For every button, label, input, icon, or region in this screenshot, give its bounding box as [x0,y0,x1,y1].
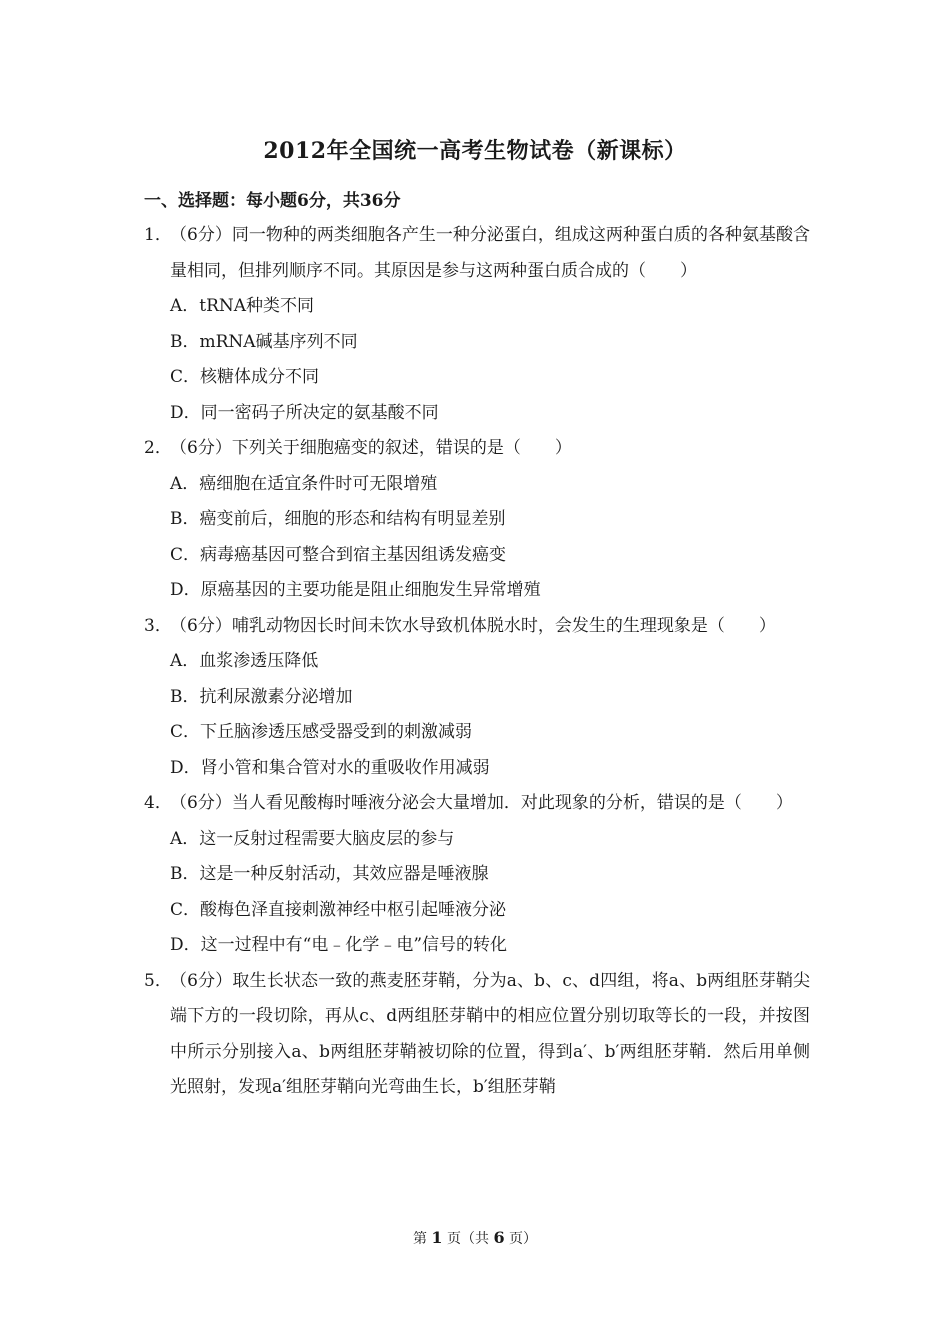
option-c: C．酸梅色泽直接刺激神经中枢引起唾液分泌 [170,899,507,920]
question-number: 3． [144,615,172,636]
footer-prefix: 第 [412,1231,427,1247]
question-text: （6分）下列关于细胞癌变的叙述，错误的是（ ） [170,438,572,458]
option-a: A．这一反射过程需要大脑皮层的参与 [170,828,455,849]
option-b: B．这是一种反射活动，其效应器是唾液腺 [170,864,489,884]
question-1 [144,218,810,431]
option-d: D．肾小管和集合管对水的重吸收作用减弱 [170,757,490,778]
question-number: 4． [144,793,172,813]
option-b: B．抗利尿激素分泌增加 [170,686,353,707]
section-heading: 一、选择题：每小题6分，共36分 [144,191,401,211]
footer-suffix: 页） [509,1231,538,1247]
question-text: （6分）取生长状态一致的燕麦胚芽鞘，分为a、b、c、d四组，将a、b两组胚芽鞘尖端下方的一段切除，再从c、d两组胚芽鞘中的相应位置分别切取等长的一段，并按图中所示分别接入a、b两组胚芽鞘被切除的位置，得到a′、b′两组胚芽鞘．然后用单侧光照射，发现a′组胚芽鞘向光弯曲生长，b′组胚芽鞘 [170,970,810,1097]
option-b: B．mRNA碱基序列不同 [170,331,358,352]
question-2 [144,431,810,609]
question-number: 1． [144,225,172,245]
option-c: C．核糖体成分不同 [170,367,320,387]
option-a: A．tRNA种类不同 [170,296,315,316]
option-a: A．血浆渗透压降低 [170,651,319,671]
question-list [144,218,810,1106]
option-c: C．下丘脑渗透压感受器受到的刺激减弱 [170,722,473,742]
question-text: （6分）当人看见酸梅时唾液分泌会大量增加．对此现象的分析，错误的是（ ） [170,793,793,813]
question-text: （6分）同一物种的两类细胞各产生一种分泌蛋白，组成这两种蛋白质的各种氨基酸含量相同，但排列顺序不同。其原因是参与这两种蛋白质合成的（ ） [170,225,810,281]
option-d: D．这一过程中有“电﹣化学﹣电”信号的转化 [170,935,508,955]
page-title: 2012年全国统一高考生物试卷（新课标） [263,138,687,164]
question-number: 2． [144,438,172,458]
question-number: 5． [144,970,172,991]
page-number: 1 [431,1228,443,1247]
option-c: C．病毒癌基因可整合到宿主基因组诱发癌变 [170,544,507,565]
option-b: B．癌变前后，细胞的形态和结构有明显差别 [170,509,506,529]
page-total: 6 [493,1228,505,1247]
page-footer [0,1228,950,1248]
question-4 [144,786,810,964]
question-text: （6分）哺乳动物因长时间未饮水导致机体脱水时，会发生的生理现象是（ ） [170,615,776,636]
option-a: A．癌细胞在适宜条件时可无限增殖 [170,473,438,494]
option-d: D．原癌基因的主要功能是阻止细胞发生异常增殖 [170,580,541,600]
option-d: D．同一密码子所决定的氨基酸不同 [170,402,439,423]
question-5 [144,964,810,1106]
question-3 [144,609,810,787]
footer-middle: 页（共 [447,1231,489,1247]
